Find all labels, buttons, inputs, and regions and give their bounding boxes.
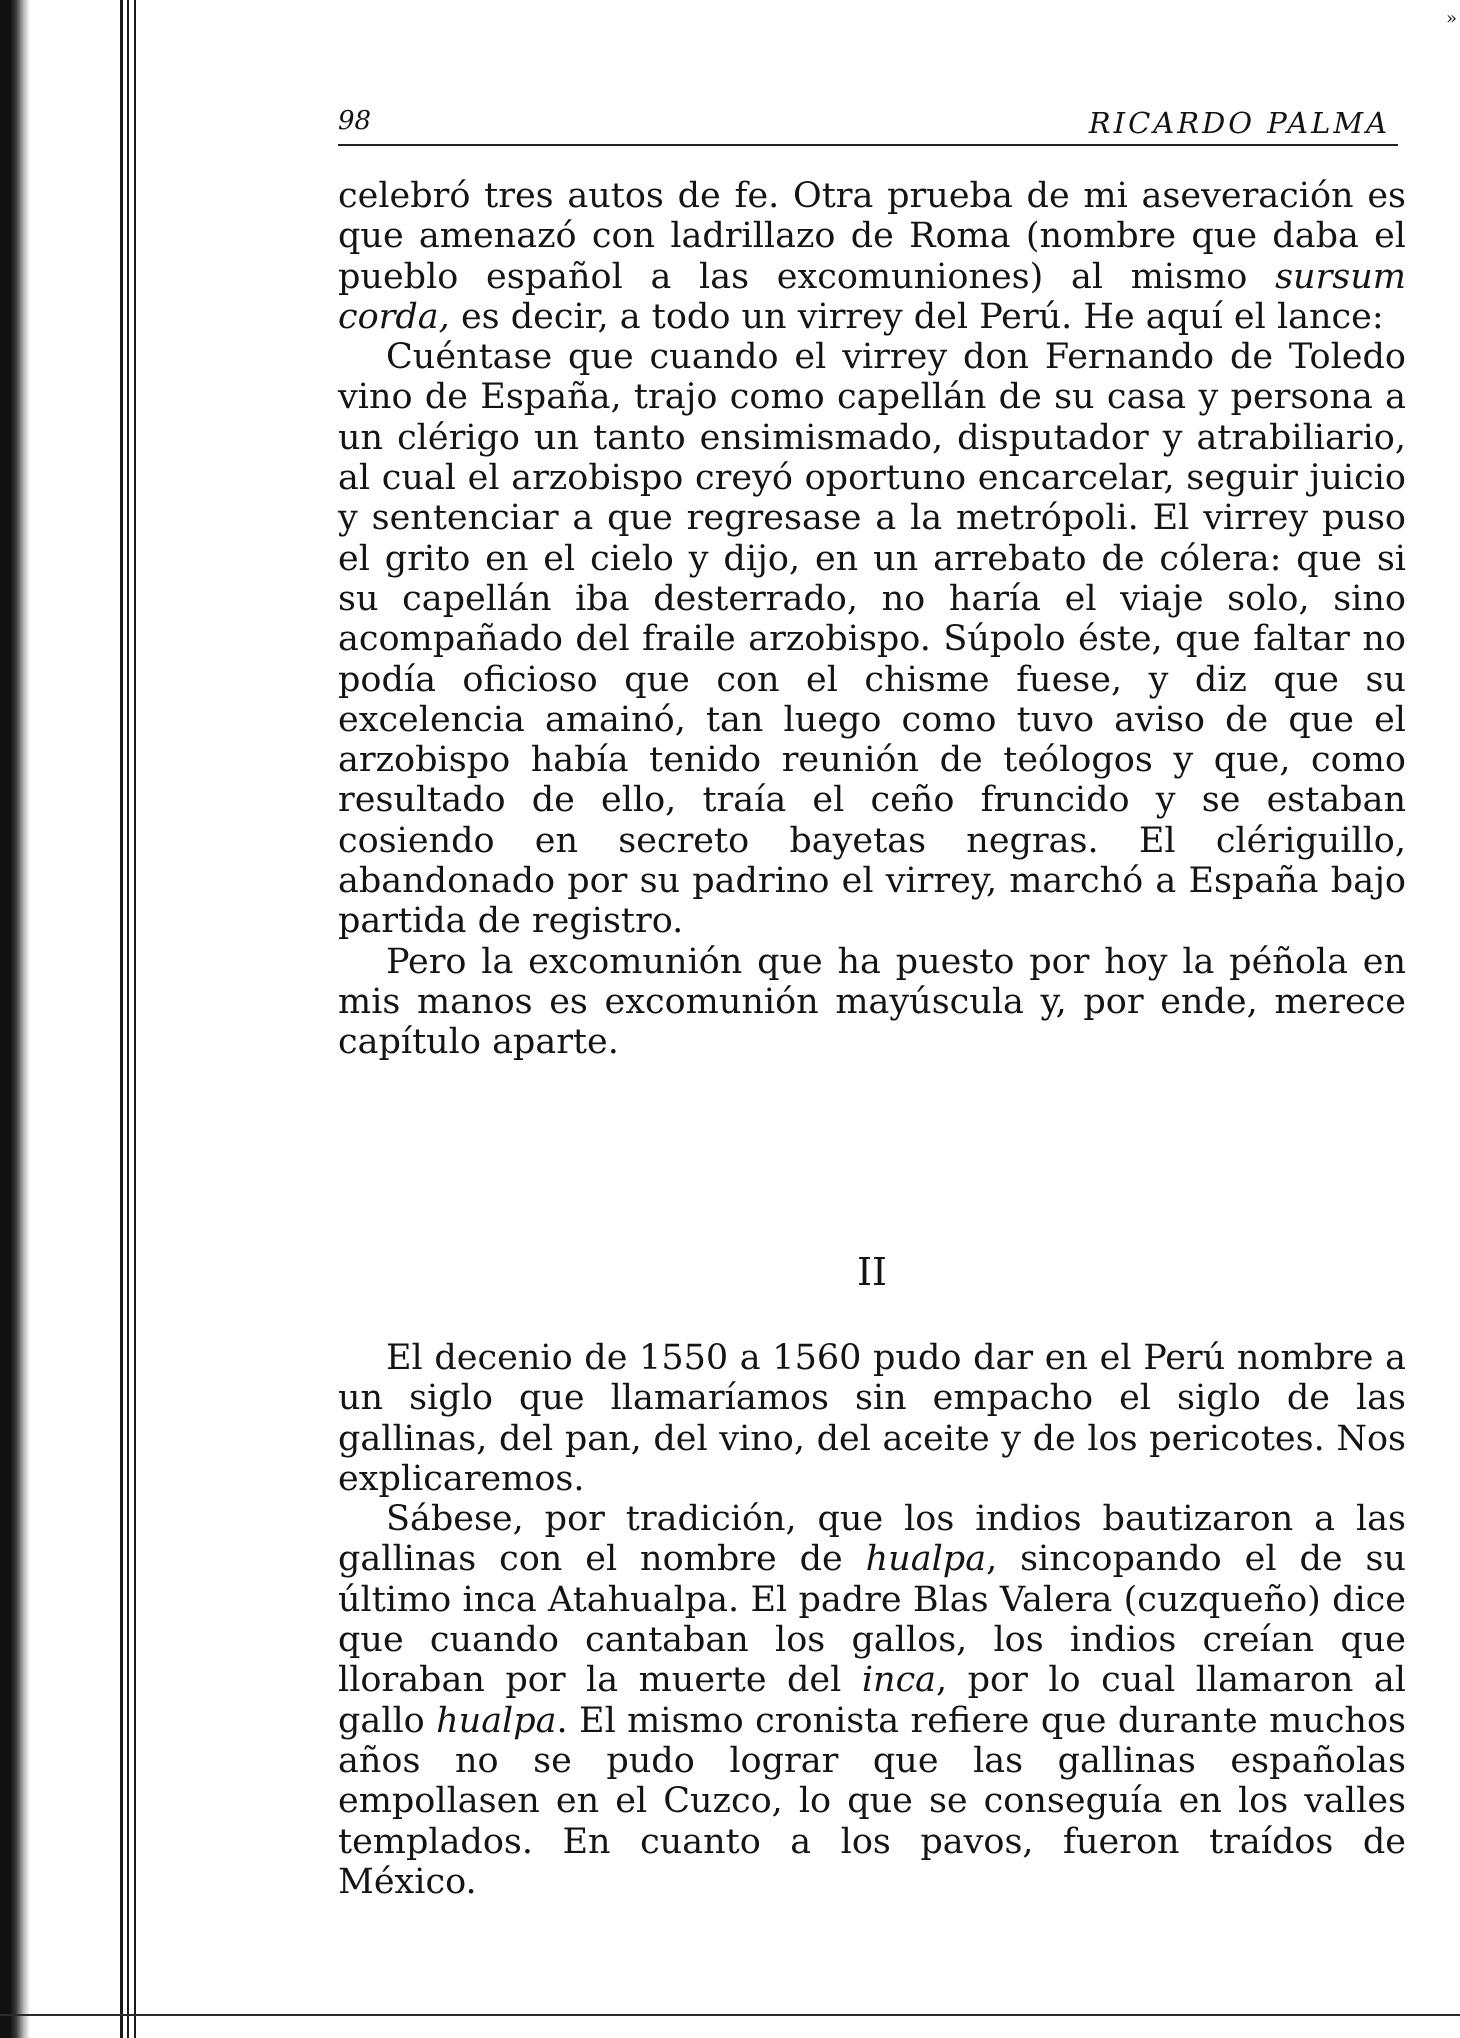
page-header — [338, 104, 1398, 146]
spine-line-2 — [127, 0, 129, 2038]
paragraph: Pero la excomunión que ha puesto por hoy la péñola en mis manos es excomunión mayúscula y, por ende, merece capítulo aparte. — [338, 941, 1406, 1063]
paragraph: El decenio de 1550 a 1560 pudo dar en el Perú nombre a un siglo que llamaríamos sin empacho el siglo de las gallinas, del pan, del vino, del aceite y de los pericotes. Nos explicaremos. — [338, 1338, 1406, 1499]
section-heading: II — [856, 1250, 888, 1294]
page-number: 98 — [338, 106, 372, 136]
paragraph: celebró tres autos de fe. Otra prueba de mi aseveración es que amenazó con ladrillazo de Roma (nombre que daba el pueblo español a las excomuniones) al mismo sursum corda, es decir, a todo un virrey del Perú. He aquí el lance: — [338, 176, 1406, 337]
bottom-edge-line — [0, 2014, 1460, 2016]
spine-line-3 — [134, 0, 136, 2038]
running-head: RICARDO PALMA — [1088, 106, 1390, 140]
section-1-text — [338, 176, 1406, 1063]
section-2-text — [338, 1338, 1406, 1902]
corner-mark: » — [1446, 8, 1458, 29]
paragraph: Sábese, por tradición, que los indios bautizaron a las gallinas con el nombre de hualpa, sincopando el de su último inca Atahualpa. El padre Blas Valera (cuzqueño) dice que cuando cantaban los gallos, los indios creían que lloraban por la muerte del inca, por lo cual llamaron al gallo hualpa. El mismo cronista refiere que durante muchos años no se pudo lograr que las gallinas españolas empollasen en el Cuzco, lo que se conseguía en los valles templados. En cuanto a los pavos, fueron traídos de México. — [338, 1499, 1406, 1902]
paragraph: Cuéntase que cuando el virrey don Fernando de Toledo vino de España, trajo como capellán de su casa y persona a un clérigo un tanto ensimismado, disputador y atrabiliario, al cual el arzobispo creyó oportuno encarcelar, seguir juicio y sentenciar a que regresase a la metrópoli. El virrey puso el grito en el cielo y dijo, en un arrebato de cólera: que si su capellán iba desterrado, no haría el viaje solo, sino acompañado del fraile arzobispo. Súpolo éste, que faltar no podía oficioso que con el chisme fuese, y diz que su excelencia amainó, tan luego como tuvo aviso de que el arzobispo había tenido reunión de teólogos y que, como resultado de ello, traía el ceño fruncido y se estaban cosiendo en secreto bayetas negras. El clériguillo, abandonado por su padrino el virrey, marchó a España bajo partida de registro. — [338, 337, 1406, 942]
spine-line-1 — [120, 0, 123, 2038]
book-spine-shadow — [0, 0, 30, 2038]
